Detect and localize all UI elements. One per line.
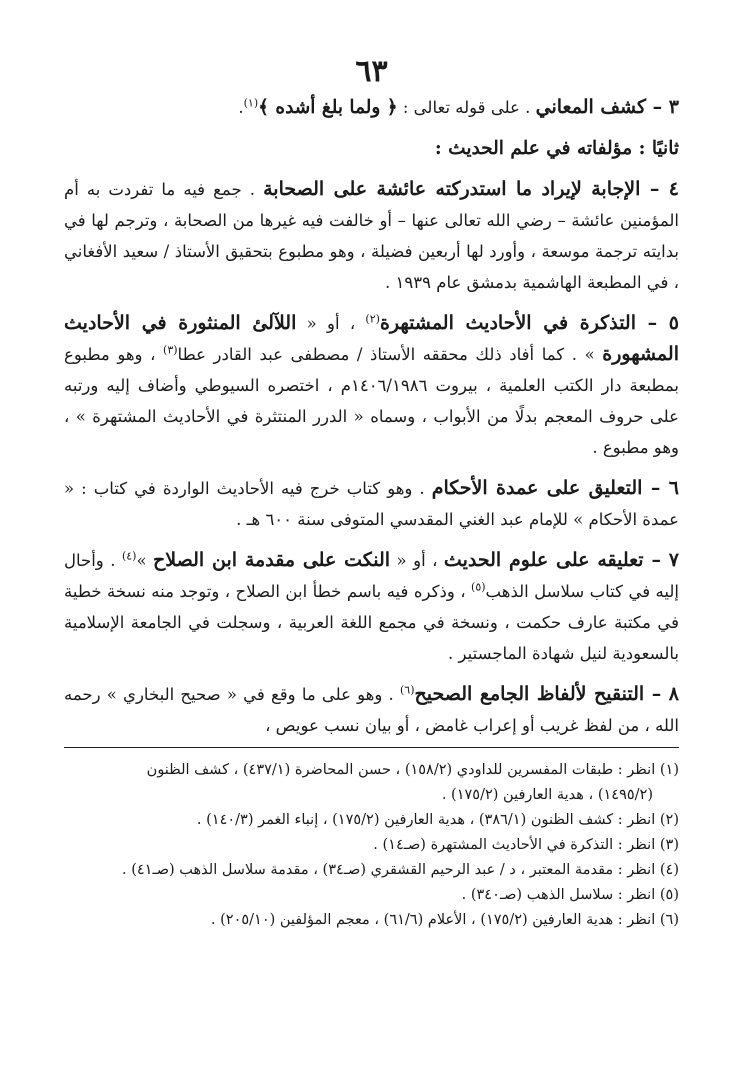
footnote-number: (٥) (659, 887, 679, 903)
item-3-quran-verse: ﴿ ولما بلغ أشده ﴾ (258, 97, 398, 118)
footnotes (64, 758, 679, 933)
item-7-alt-title: النكت على مقدمة ابن الصلاح (153, 549, 391, 571)
item-5-title: التذكرة في الأحاديث المشتهرة (379, 312, 637, 334)
footnote-text: انظر : كشف الظنون (٣٨٦/١) ، هدية العارفين (١٧٥/٢) ، إنباء الغمر (١٤٠/٣) . (196, 812, 656, 828)
item-4 (64, 174, 679, 298)
footnote-2 (64, 808, 679, 833)
item-4-title: الإجابة لإيراد ما استدركته عائشة على الصحابة (263, 178, 641, 200)
footnote-3 (64, 833, 679, 858)
footnote-ref-6: (٦) (399, 683, 415, 697)
item-7-close: » (136, 551, 154, 570)
footnote-1 (64, 758, 679, 808)
section-heading (64, 133, 679, 164)
item-5-number: ٥ – (636, 312, 680, 334)
footnote-ref-5: (٥) (471, 580, 486, 594)
item-5-text: » . كما أفاد ذلك محققه الأستاذ / مصطفى عبد القادر عطا (177, 345, 603, 364)
footnote-divider (64, 747, 679, 748)
footnote-continuation: (١٤٩٥/٢) ، هدية العارفين (١٧٥/٢) . (441, 787, 653, 803)
footnote-text: انظر : طبقات المفسرين للداودي (١٥٨/٢) ، حسن المحاضرة (٤٣٧/١) ، كشف الظنون (146, 762, 656, 778)
footnote-ref-2: (٢) (365, 312, 380, 326)
item-5-body: ، وهو مطبوع بمطبعة دار الكتب العلمية ، بيروت ١٤٠٦/١٩٨٦م ، اختصره السيوطي وأضاف إليه ورتبه على حروف المعجم بدلًا من الأبواب ، وسماه « الدرر المنتثرة في الأحاديث المشتهرة » ، وهو مطبوع . (64, 345, 679, 457)
footnote-text: انظر : سلاسل الذهب (صـ٣٤٠) . (461, 887, 656, 903)
section-heading-text: ثانيًا : مؤلفاته في علم الحديث : (434, 138, 679, 159)
item-3-number: ٣ – (646, 96, 679, 118)
page-number: ٦٣ (355, 54, 388, 89)
main-text (64, 92, 679, 741)
footnote-text: انظر : التذكرة في الأحاديث المشتهرة (صـ١٤) . (373, 837, 656, 853)
footnote-number: (٣) (659, 837, 679, 853)
footnote-ref-1: (١) (243, 96, 259, 110)
item-7 (64, 545, 679, 669)
item-6-number: ٦ – (642, 477, 679, 499)
footnote-ref-4: (٤) (121, 549, 137, 563)
footnote-text: انظر : هدية العارفين (١٧٥/٢) ، الأعلام (٦١/٦) ، معجم المؤلفين (٢٠٥/١٠) . (210, 912, 656, 928)
footnote-number: (١) (659, 762, 679, 778)
footnote-text: انظر : مقدمة المعتبر ، د / عبد الرحيم القشقري (صـ٣٤) ، مقدمة سلاسل الذهب (صـ٤١) . (121, 862, 656, 878)
item-3-text: . على قوله تعالى : (402, 98, 531, 117)
footnote-6 (64, 908, 679, 933)
item-5-connector: ، أو « (296, 314, 356, 333)
item-5-alt-title: اللآلئ المنثورة في الأحاديث المشهورة (64, 312, 679, 365)
footnote-4 (64, 858, 679, 883)
footnote-5 (64, 883, 679, 908)
item-3-end: . (238, 98, 244, 117)
item-8-title: التنقيح لألفاظ الجامع الصحيح (414, 683, 645, 705)
item-4-number: ٤ – (640, 178, 679, 200)
item-7-title: تعليقه على علوم الحديث (443, 549, 644, 571)
item-3-title: كشف المعاني (535, 96, 647, 118)
item-7-connector: ، أو « (390, 551, 438, 570)
item-8-body: . وهو على ما وقع في « صحيح البخاري » رحمه الله ، من لفظ غريب أو إعراب غامض ، أو بيان نسب عويص ، (64, 685, 679, 735)
item-6-body: . وهو كتاب خرج فيه الأحاديث الواردة في كتاب : « عمدة الأحكام » للإمام عبد الغني المقدسي المتوفى سنة ٦٠٠ هـ . (64, 479, 679, 529)
footnote-number: (٤) (659, 862, 679, 878)
item-6 (64, 473, 679, 535)
item-6-title: التعليق على عمدة الأحكام (431, 477, 643, 499)
item-7-body: ، وذكره فيه باسم خطأ ابن الصلاح ، وتوجد منه نسخة خطية في مكتبة عارف حكمت ، ونسخة في مجمع اللغة العربية ، وسجلت في الجامعة الإسلامية بالسعودية لنيل شهادة الماجستير . (64, 582, 679, 663)
item-8 (64, 679, 679, 741)
footnote-number: (٦) (659, 912, 679, 928)
item-3 (64, 92, 679, 123)
item-8-number: ٨ – (644, 683, 680, 705)
footnote-ref-3: (٣) (163, 343, 178, 357)
item-4-body: . جمع فيه ما تفردت به أم المؤمنين عائشة – رضي الله تعالى عنها – أو خالفت فيه غيرها من الصحابة ، وترجم لها في بدايته ترجمة موسعة ، وأورد لها أربعين فضيلة ، وهو مطبوع بتحقيق الأستاذ / سعيد الأفغاني ، في المطبعة الهاشمية بدمشق عام ١٩٣٩ . (64, 180, 679, 292)
item-7-number: ٧ – (643, 549, 679, 571)
item-7-text: . وأحال إليه في كتاب سلاسل الذهب (64, 551, 679, 601)
item-5 (64, 308, 679, 463)
footnote-number: (٢) (659, 812, 679, 828)
